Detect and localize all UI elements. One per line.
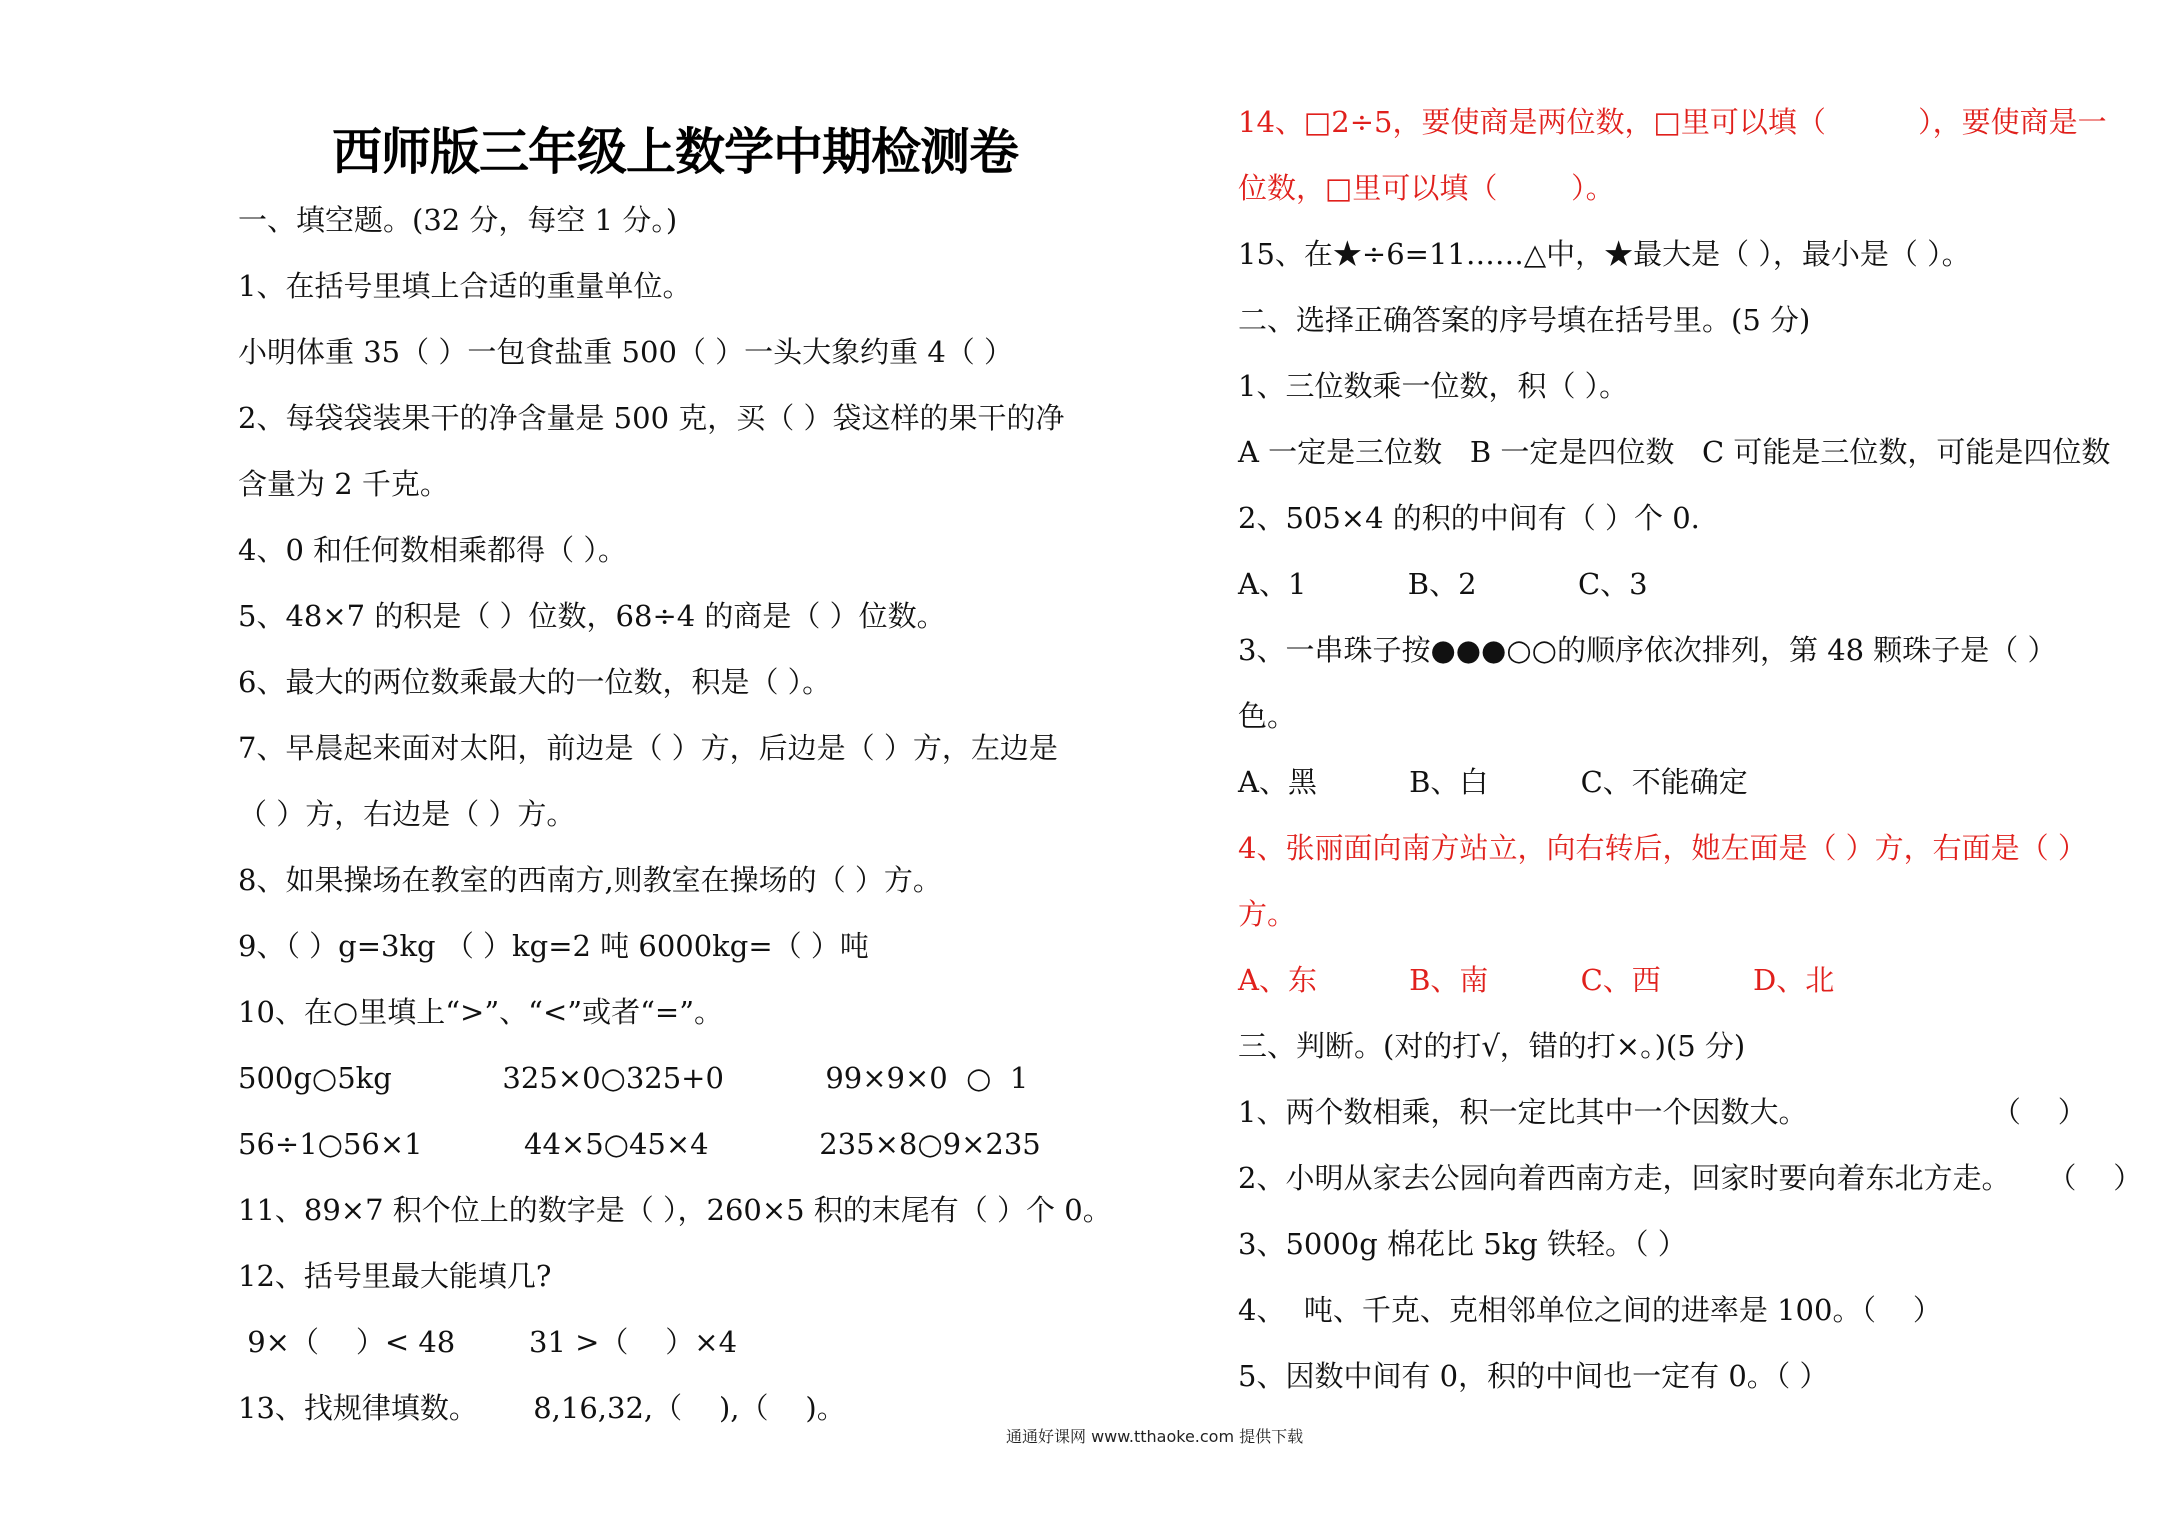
question-line: 含量为 2 千克。 (238, 467, 449, 501)
footer-source-link[interactable]: 通通好课网 www.tthaoke.com 提供下载 (1006, 1427, 1304, 1446)
answer-options: A、东 B、南 C、西 D、北 (1238, 963, 1835, 997)
question-line: 小明体重 35（ ）一包食盐重 500（ ）一头大象约重 4（ ） (238, 335, 1014, 369)
section-heading-true-false: 三、判断。(对的打√，错的打×。)(5 分) (1238, 1029, 1746, 1063)
question-line: 方。 (1238, 897, 1297, 931)
question-line: 5、因数中间有 0，积的中间也一定有 0。（ ） (1238, 1359, 1829, 1393)
question-line: 10、在○里填上“>”、“<”或者“=”。 (238, 995, 724, 1029)
answer-options: A、黑 B、白 C、不能确定 (1238, 765, 1748, 799)
section-heading-fill-blank: 一、填空题。(32 分，每空 1 分。) (238, 203, 678, 237)
question-line: 1、三位数乘一位数，积（ ）。 (1238, 369, 1629, 403)
question-line: 4、0 和任何数相乘都得（ ）。 (238, 533, 627, 567)
question-line: 11、89×7 积个位上的数字是（ ），260×5 积的末尾有（ ）个 0。 (238, 1193, 1112, 1227)
question-line: 4、 吨、千克、克相邻单位之间的进率是 100。（ ） (1238, 1293, 1942, 1327)
question-line: 色。 (1238, 699, 1297, 733)
question-line: 12、括号里最大能填几? (238, 1259, 552, 1293)
question-line: 9、（ ）g=3kg （ ）kg=2 吨 6000kg=（ ）吨 (238, 929, 869, 963)
section-heading-multiple-choice: 二、选择正确答案的序号填在括号里。(5 分) (1238, 303, 1811, 337)
question-line: 2、每袋袋装果干的净含量是 500 克，买（ ）袋这样的果干的净 (238, 401, 1065, 435)
question-line: 2、505×4 的积的中间有（ ）个 0. (1238, 501, 1700, 535)
question-line: 14、□2÷5，要使商是两位数，□里可以填（ ），要使商是一 (1238, 105, 2107, 139)
question-line: 1、在括号里填上合适的重量单位。 (238, 269, 692, 303)
question-line: 500g○5kg 325×0○325+0 99×9×0 ○ 1 (238, 1061, 1029, 1095)
question-line: 3、5000g 棉花比 5kg 铁轻。（ ） (1238, 1227, 1687, 1261)
question-line: 56÷1○56×1 44×5○45×4 235×8○9×235 (238, 1127, 1041, 1161)
question-line: 13、找规律填数。 8,16,32,（ ),（ )。 (238, 1391, 846, 1425)
question-line: （ ）方，右边是（ ）方。 (238, 797, 576, 831)
question-line: 6、最大的两位数乘最大的一位数，积是（ ）。 (238, 665, 832, 699)
question-line: 4、张丽面向南方站立，向右转后，她左面是（ ）方，右面是（ ） (1238, 831, 2087, 865)
question-line: 2、小明从家去公园向着西南方走，回家时要向着东北方走。 （ ） (1238, 1161, 2143, 1195)
question-line: 位数，□里可以填（ ）。 (1238, 171, 1615, 205)
question-line: 1、两个数相乘，积一定比其中一个因数大。 （ ） (1238, 1095, 2087, 1129)
question-line: 5、48×7 的积是（ ）位数，68÷4 的商是（ ）位数。 (238, 599, 946, 633)
question-line: 15、在★÷6=11……△中，★最大是（ ），最小是（ ）。 (1238, 237, 1971, 271)
question-line: 9×（ ）< 48 31 >（ ）×4 (238, 1325, 738, 1359)
question-line: 3、一串珠子按●●●○○的顺序依次排列，第 48 颗珠子是（ ） (1238, 633, 2057, 667)
answer-options: A 一定是三位数 B 一定是四位数 C 可能是三位数，可能是四位数 (1238, 435, 2111, 469)
page-title: 西师版三年级上数学中期检测卷 (332, 123, 1018, 181)
question-line: 7、早晨起来面对太阳，前边是（ ）方，后边是（ ）方，左边是 (238, 731, 1058, 765)
answer-options: A、1 B、2 C、3 (1238, 567, 1648, 601)
question-line: 8、如果操场在教室的西南方,则教室在操场的（ ）方。 (238, 863, 942, 897)
